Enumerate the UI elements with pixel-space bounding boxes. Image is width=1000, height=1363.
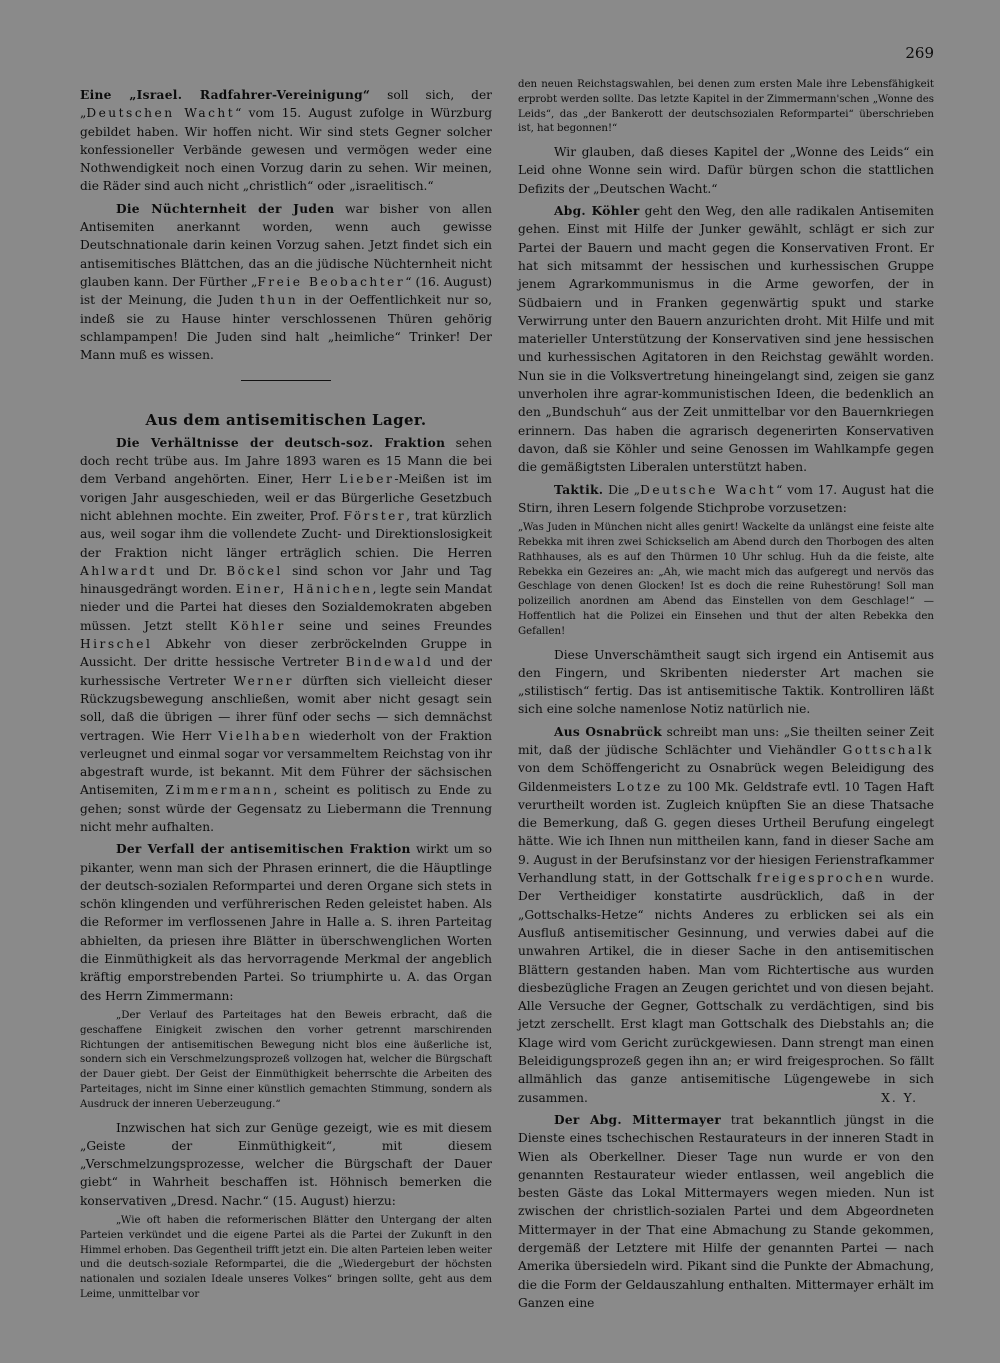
spaced-text: Köhler bbox=[229, 618, 286, 633]
article-verfall bbox=[80, 840, 492, 1005]
article-heading: Aus Osnabrück bbox=[554, 724, 662, 739]
page-number: 269 bbox=[905, 44, 934, 62]
quote-text: „Der Verlauf des Parteitages hat den Beweis erbracht, daß die geschaffene Einigkeit zwischen den vorher getrennt marschirenden Richtungen der antisemitischen Bewegung nicht blos eine äußerliche ist, sondern sich ein Verschmelzungsprozeß vollzogen hat, welcher die Bürgschaft der Dauer giebt. Der Geist der Einmüthigkeit beherrschte die Arbeiten des Parteitages, nicht im Sinne einer künstlich gemachten Stimmung, sondern als Ausdruck der inneren Ueberzeugung.“ bbox=[80, 1009, 492, 1110]
spaced-text: Zimmermann bbox=[165, 783, 274, 798]
article-heading: Die Nüchternheit der Juden bbox=[116, 201, 335, 216]
article-israel-radfahrer bbox=[80, 86, 492, 196]
article-verhaeltnisse bbox=[80, 434, 492, 837]
article-mittermayer bbox=[518, 1111, 934, 1312]
article-text: , trat kürzlich aus, weil sogar ihm die vollendete Zucht- und Direktionslosigkeit der Fraktion nicht länger erträglich schien. Die Herren bbox=[80, 508, 492, 560]
article-text: zu 100 Mk. Geldstrafe evtl. 10 Tagen Haft verurtheilt worden ist. Zugleich knüpften Sie an diese Thatsache die Bemerkung, daß G. gegen dieses Urtheil Berufung eingelegt hätte. Wie ich Ihnen nun mittheilen kann, fand in dieser Sache am 9. August in der Berufsinstanz vor der hiesigen Ferienstrafkammer Verhandlung statt, in der Gottschalk bbox=[518, 779, 934, 886]
article-heading: Abg. Köhler bbox=[554, 204, 640, 219]
block-quote bbox=[80, 1009, 492, 1113]
signature: X. Y. bbox=[881, 1090, 918, 1105]
article-text: Inzwischen hat sich zur Genüge gezeigt, wie es mit diesem „Geiste der Einmüthigkeit“, mit diesem „Verschmelzungsprozesse, welcher die Bürgschaft der Dauer giebt“ in Wahrheit beschaffen ist. Höhnisch bemerken die konservativen „Dresd. Nachr.“ (15. August) hierzu: bbox=[80, 1120, 492, 1208]
article-heading: Der Abg. Mittermayer bbox=[554, 1112, 722, 1127]
article-text: seine und seines Freundes bbox=[285, 618, 492, 633]
article-text: “ vom 15. August zufolge in Würzburg gebildet haben. Wir hoffen nicht. Wir sind stets Gegner solcher konfessioneller Verbände gewesen und vermögen weder eine Nothwendigkeit noch einen Vorzug darin zu sehen. Wir meinen, die Räder sind auch nicht „christlich“ oder „israelitisch.“ bbox=[80, 106, 492, 194]
block-quote bbox=[518, 521, 934, 639]
spaced-text: Gottschalk bbox=[842, 742, 934, 757]
article-text: Die „ bbox=[603, 482, 641, 497]
article-text: sehen doch recht trübe aus. Im Jahre 1893 waren es 15 Mann die bei dem Verband angehörten. Einer, Herr bbox=[80, 435, 492, 487]
spaced-text: Lieber bbox=[339, 472, 395, 487]
spaced-text: Einer, Hänichen bbox=[235, 582, 373, 597]
block-quote bbox=[80, 1214, 492, 1303]
article-text: , scheint es politisch zu Ende zu gehen; sonst würde der Gegensatz zu Liebermann die Trennung nicht mehr aufhalten. bbox=[80, 783, 492, 834]
article-koehler bbox=[518, 202, 934, 476]
spaced-text: Freie Beobachter bbox=[257, 274, 406, 289]
spaced-text: Werner bbox=[233, 673, 295, 688]
article-text: “ vom 17. August hat die Stirn, ihren Lesern folgende Stichprobe vorzusetzen: bbox=[518, 482, 934, 515]
article-text: , legte sein Mandat nieder und die Partei hat dieses den Sozialdemokraten abgeben müssen. Jetzt stellt bbox=[80, 582, 492, 633]
block-quote-continued bbox=[518, 78, 934, 137]
spaced-text: Ahlwardt bbox=[80, 563, 157, 578]
article-text: “ (16. August) ist der Meinung, die Juden bbox=[80, 274, 492, 308]
article-heading: Eine „Israel. Radfahrer-Vereinigung“ bbox=[80, 88, 371, 102]
left-column bbox=[80, 86, 492, 1309]
article-text: in der Oeffentlichkeit nur so, indeß sie zu Hause hinter verschlossenen Thüren gehörig schlampampen! Die Juden sind halt „heimliche“ Trinker! Der Mann muß es wissen. bbox=[80, 293, 492, 363]
spaced-text: Böckel bbox=[226, 563, 283, 578]
article-taktik bbox=[518, 481, 934, 518]
article-text: geht den Weg, den alle radikalen Antisemiten gehen. Einst mit Hilfe der Junker gewählt, schlägt er sich zur Partei der Bauern und macht gegen die Konservativen Front. Er hat sich mitsammt der hessischen und kurhessischen Gruppe jenem Agrarkommunismus in die Arme geworfen, der in Südbaiern und in Franken gegenwärtig spukt und starke Verwirrung unter den Bauern anzurichten droht. Mit Hilfe und mit materieller Unterstützung der Konservativen sind jene hessischen und kurhessischen Agitatoren in den Reichstag gewählt worden. Nun sie in die Volksvertretung hineingelangt sind, zeigen sie ganz unverholen ihre agrar-kommunistischen Ideen, die bedenklich an den „Bundschuh“ aus der Zeit unmittelbar vor den Bauernkriegen erinnern. Das haben die agrarisch degenerirten Konservativen davon, daß sie Köhler und seine Genossen im Wahlkampfe gegen die gemäßigtsten Liberalen unterstützt haben. bbox=[518, 204, 935, 475]
article-text: Wir glauben, daß dieses Kapitel der „Wonne des Leids“ ein Leid ohne Wonne sein wird. Dafür bürgen schon die stattlichen Defizits der „Deutschen Wacht.“ bbox=[518, 145, 934, 196]
article-text: und der kurhessische Vertreter bbox=[80, 655, 492, 688]
article-heading: Der Verfall der antisemitischen Fraktion bbox=[116, 842, 411, 857]
article-nuechternheit bbox=[80, 200, 492, 365]
spaced-text: Vielhaben bbox=[218, 728, 303, 743]
article-heading: Taktik. bbox=[554, 482, 604, 497]
spaced-text: Bindewald bbox=[345, 655, 434, 670]
spaced-text: Deutschen Wacht bbox=[86, 106, 236, 121]
article-text: trat bekanntlich jüngst in die Dienste eines tschechischen Restaurateurs in der inneren Stadt in Wien als Oberkellner. Dieser Tage nun wurde er von den genannten Restaurateur wieder entlassen, weil angeblich die besten Gäste das Lokal Mittermayers wegen mieden. Nun ist zwischen der christlich-sozialen Partei und dem Abgeordneten Mittermayer in der That eine Abmachung zu Stande gekommen, dergemäß der Letztere mit Hilfe der genannten Partei — nach Amerika übersiedeln wird. Pikant sind die Punkte der Abmachung, die die Form der Geldauszahlung enthalten. Mittermayer erhält im Ganzen eine bbox=[518, 1112, 934, 1310]
spaced-text: Förster bbox=[343, 508, 407, 523]
article-text: dürften sich vielleicht dieser Rückzugsbewegung anschließen, womit aber nicht gesagt sein soll, daß die übrigen — ihrer fünf oder sechs — sich demnächst vertragen. Wie Herr bbox=[80, 673, 493, 743]
article-text: -Meißen ist im vorigen Jahr ausgeschieden, weil er das Bürgerliche Gesetzbuch nicht ablehnen mochte. Ein zweiter, Prof. bbox=[80, 472, 492, 523]
article-text: war bisher von allen Antisemiten anerkannt worden, wenn auch gewisse Deutschnationale darin keinen Vorzug sahen. Jetzt findet sich ein antisemitisches Blättchen, das an die jüdische Nüchternheit nicht glauben kann. Der Fürther „ bbox=[80, 201, 493, 289]
spaced-text: Deutsche Wacht bbox=[640, 482, 777, 497]
spaced-text: freigesprochen bbox=[756, 871, 886, 886]
spaced-text: thun bbox=[259, 293, 299, 308]
article-text: Diese Unverschämtheit saugt sich irgend ein Antisemit aus den Fingern, und Skribenten niederster Art machen sie „stilistisch“ fertig. Das ist antisemitische Taktik. Kontrolliren läßt sich eine solche namenlose Notiz natürlich nie. bbox=[518, 647, 934, 717]
article-text: wirkt um so pikanter, wenn man sich der Phrasen erinnert, die die Häuptlinge der deutsch-sozialen Reformpartei und deren Organe sich stets in schön klingenden und verführerischen Reden geleistet haben. Als die Reformer im verflossenen Jahre in Halle a. S. ihren Parteitag abhielten, da priesen ihre Blätter in überschwenglichen Worten die Einmüthigkeit als das hervorragende Merkmal der angeblich kräftig emporstrebenden Partei. So triumphirte u. A. das Organ des Herrn Zimmermann: bbox=[80, 842, 492, 1003]
article-text: soll sich, der „ bbox=[80, 88, 492, 121]
spaced-text: Hirschel bbox=[80, 637, 153, 652]
article-text: Abkehr von dieser zerbröckelnden Gruppe in Aussicht. Der dritte hessische Vertreter bbox=[80, 637, 492, 670]
article-text: schreibt man uns: „Sie theilten seiner Zeit mit, daß der jüdische Schlächter und Viehändler bbox=[518, 724, 934, 757]
article-text: sind schon vor Jahr und Tag hinausgedrängt worden. bbox=[80, 563, 492, 597]
quote-text: den neuen Reichstagswahlen, bei denen zum ersten Male ihre Lebensfähigkeit erprobt werden sollte. Das letzte Kapitel in der Zimmermann'schen „Wonne des Leids“, das „der Bankerott der deutschsozialen Reformpartei“ überschrieben ist, hat begonnen!“ bbox=[518, 79, 934, 135]
article-text: wurde. Der Vertheidiger konstatirte ausdrücklich, daß in der „Gottschalks-Hetze“ nichts Anderes zu erblicken sei als ein Ausfluß antisemitischer Gesinnung, und verwies dabei auf die unwahren Artikel, die in dieser Sache in den antisemitischen Blättern gestanden haben. Man vom Richtertische aus wurden diesbezügliche Fragen an Zeugen gerichtet und von diesen bejaht. Alle Versuche der Gegner, Gottschalk zu verdächtigen, sind bis jetzt zerschellt. Erst klagt man Gottschalk des Diebstahls an; die Klage wird vom Gericht zurückgewiesen. Dann strengt man einen Beleidigungsprozeß gegen ihn an; er wird freigesprochen. So fällt allmählich das ganze antisemitische Lügengewebe in sich zusammen. bbox=[518, 871, 934, 1105]
right-column bbox=[518, 76, 934, 1316]
quote-text: „Wie oft haben die reformerischen Blätter den Untergang der alten Parteien verkündet und die eigene Partei als die Partei der Zukunft in den Himmel erhoben. Das Gegentheil trifft jetzt ein. Die alten Parteien leben weiter und die deutsch-soziale Reformpartei, die die „Wiedergeburt der höchsten nationalen und sozialen Ideale unseres Volkes“ bringen sollte, geht aus dem Leime, unmittelbar vor bbox=[80, 1215, 492, 1300]
section-divider bbox=[241, 380, 331, 381]
article-osnabrueck bbox=[518, 723, 934, 1107]
spaced-text: Lotze bbox=[616, 779, 663, 794]
section-title: Aus dem antisemitischen Lager. bbox=[145, 411, 427, 430]
article-heading: Die Verhältnisse der deutsch-soz. Fraktion bbox=[116, 435, 446, 450]
quote-text: „Was Juden in München nicht alles genirt! Wackelte da unlängst eine feiste alte Rebekka mit ihren zwei Schickselich am Abend durch den Thorbogen des alten Rathhauses, als es auf den Thürmen 10 Uhr schlug. Huh da die feiste, alte Rebekka ein Gezeires an: „Ah, wie macht mich das aufgeregt und nervös das Geschlage von denen Glocken! Ist es doch die reine Ruhestörung! Soll man polizeilich anordnen am Abend das Einstellen von dem Geschlage!“ — Hoffentlich hat die Polizei ein Einsehen und thut der alten Rebekka den Gefallen! bbox=[518, 522, 934, 637]
article-text: und Dr. bbox=[156, 563, 227, 578]
article-text: von dem Schöffengericht zu Osnabrück wegen Beleidigung des Gildenmeisters bbox=[518, 761, 934, 794]
article-text: wiederholt von der Fraktion verleugnet und einmal sogar vor versammeltem Reichstag von ihr abgestraft wurde, ist bekannt. Mit dem Führer der sächsischen Antisemiten, bbox=[80, 728, 492, 798]
